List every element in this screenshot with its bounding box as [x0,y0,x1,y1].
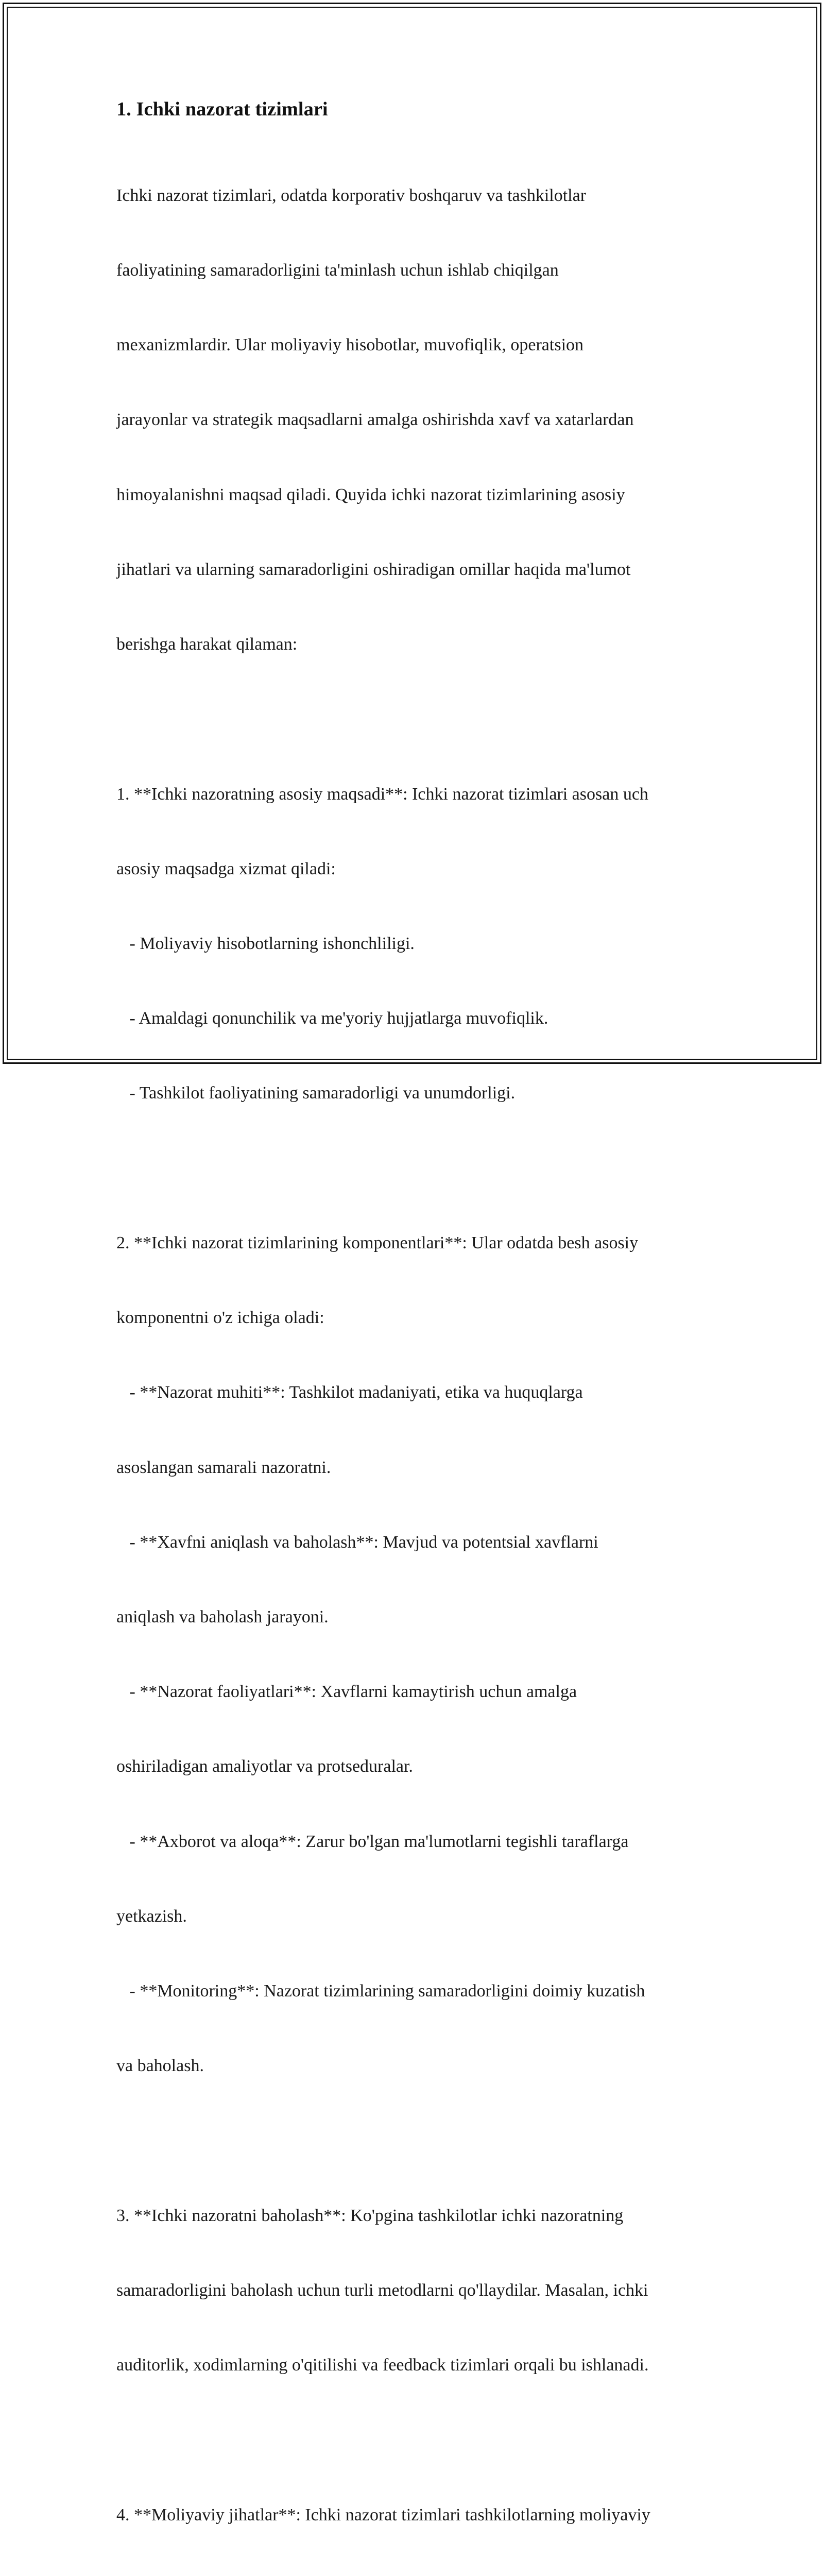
text-line: komponentni o'z ichiga oladi: [116,1308,324,1328]
list-item: - **Axborot va aloqa**: Zarur bo'lgan ma'lumotlarni tegishli taraflarga [116,1832,629,1851]
text-line: Ichki nazorat tizimlari, odatda korporativ boshqaruv va tashkilotlar [116,185,587,205]
list-item: - Amaldagi qonunchilik va me'yoriy hujjatlarga muvofiqlik. [116,1009,548,1028]
section-1-title-line: 1. **Ichki nazoratning asosiy maqsadi**: Ichki nazorat tizimlari asosan uch [116,784,648,804]
intro-paragraph [116,133,714,707]
text-line: asosiy maqsadga xizmat qiladi: [116,859,336,878]
list-item: - **Nazorat muhiti**: Tashkilot madaniyati, etika va huquqlarga [116,1383,583,1402]
text-line: va baholash. [116,2056,204,2076]
text-line: jihatlari va ularning samaradorligini oshiradigan omillar haqida ma'lumot [116,560,631,579]
section-3 [116,2154,714,2428]
section-3-title-line: 3. **Ichki nazoratni baholash**: Ko'pgina tashkilotlar ichki nazoratning [116,2206,624,2225]
list-item: - **Xavfni aniqlash va baholash**: Mavjud va potentsial xavflarni [116,1532,598,1552]
text-line: oshiriladigan amaliyotlar va protseduralar. [116,1757,413,1776]
text-line: samaradorligini baholash uchun turli metodlarni qo'llaydilar. Masalan, ichki [116,2280,648,2300]
text-line: yetkazish. [116,1906,187,1926]
document-body [116,97,714,2576]
section-2-title-line: 2. **Ichki nazorat tizimlarining komponentlari**: Ular odatda besh asosiy [116,1233,639,1252]
section-4-title-line: 4. **Moliyaviy jihatlar**: Ichki nazorat tizimlari tashkilotlarning moliyaviy [116,2505,650,2524]
text-line: himoyalanishni maqsad qiladi. Quyida ichki nazorat tizimlarining asosiy [116,485,625,504]
text-line: aniqlash va baholash jarayoni. [116,1607,329,1626]
document-heading: 1. Ichki nazorat tizimlari [116,98,328,120]
list-item: - Tashkilot faoliyatining samaradorligi va unumdorligi. [116,1083,516,1103]
section-4 [116,2453,714,2576]
text-line: berishga harakat qilaman: [116,635,298,654]
list-item: - **Nazorat faoliyatlari**: Xavflarni kamaytirish uchun amalga [116,1682,577,1702]
text-line: faoliyatining samaradorligini ta'minlash uchun ishlab chiqilgan [116,261,559,280]
list-item: - Moliyaviy hisobotlarning ishonchliligi. [116,934,415,953]
text-line: auditorlik, xodimlarning o'qitilishi va feedback tizimlari orqali bu ishlanadi. [116,2355,649,2375]
section-1 [116,732,714,1156]
list-item: - **Monitoring**: Nazorat tizimlarining samaradorligini doimiy kuzatish [116,1981,645,2001]
section-2 [116,1181,714,2128]
text-line: asoslangan samarali nazoratni. [116,1458,331,1477]
text-line: jarayonlar va strategik maqsadlarni amalga oshirishda xavf va xatarlardan [116,410,634,430]
text-line: mexanizmlardir. Ular moliyaviy hisobotlar, muvofiqlik, operatsion [116,335,584,355]
